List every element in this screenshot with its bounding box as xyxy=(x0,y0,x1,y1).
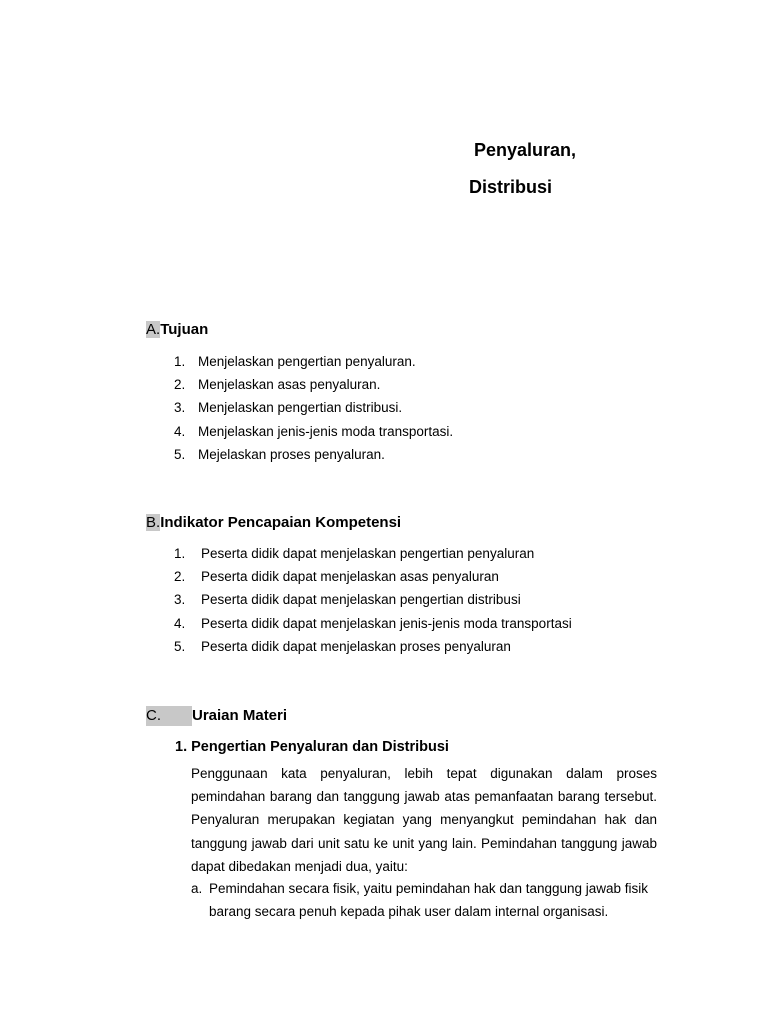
list-item-number: 3. xyxy=(174,400,186,416)
list-item-number: 5. xyxy=(174,638,186,654)
lettered-item-a xyxy=(191,877,657,923)
list-item-number: 5. xyxy=(174,446,186,462)
document-title-line-2: Distribusi xyxy=(469,177,553,197)
section-a-letter: A. xyxy=(146,321,161,338)
list-item-text: Peserta didik dapat menjelaskan asas penyaluran xyxy=(201,569,499,585)
section-c-heading xyxy=(146,706,287,726)
list-item-text: Menjelaskan jenis-jenis moda transportasi. xyxy=(198,423,454,439)
body-paragraph: Penggunaan kata penyaluran, lebih tepat digunakan dalam proses pemindahan barang dan tanggung jawab atas pemanfaatan barang tersebut. Penyaluran merupakan kegiatan yang menyangkut pemindahan hak dan tanggung jawab dari unit satu ke unit yang lain. Pemindahan tanggung jawab dapat dibedakan menjadi dua, yaitu: xyxy=(191,766,657,874)
lettered-item-marker: a. xyxy=(191,881,203,896)
list-item-text: Peserta didik dapat menjelaskan jenis-jenis moda transportasi xyxy=(201,615,572,631)
list-item-number: 4. xyxy=(174,615,186,631)
section-b-heading xyxy=(146,513,401,533)
section-b-letter: B. xyxy=(146,514,161,531)
lettered-item-text: Pemindahan secara fisik, yaitu pemindahan hak dan tanggung jawab fisik barang secara penuh kepada pihak user dalam internal organisasi. xyxy=(209,881,649,920)
section-c-letter: C. xyxy=(146,706,192,726)
section-c-title: Uraian Materi xyxy=(192,707,288,724)
subsection-heading: 1. Pengertian Penyaluran dan Distribusi xyxy=(175,739,449,755)
list-item-text: Peserta didik dapat menjelaskan proses penyaluran xyxy=(201,638,511,654)
list-item-number: 2. xyxy=(174,569,186,585)
document-title-line-1: Penyaluran, xyxy=(474,140,577,160)
list-item-text: Menjelaskan pengertian distribusi. xyxy=(198,400,403,416)
list-item-number: 2. xyxy=(174,377,186,393)
list-item-number: 4. xyxy=(174,423,186,439)
list-item-text: Mejelaskan proses penyaluran. xyxy=(198,446,385,462)
list-item-number: 1. xyxy=(174,354,186,369)
section-b-title: Indikator Pencapaian Kompetensi xyxy=(160,514,402,531)
list-item-text: Menjelaskan pengertian penyaluran. xyxy=(198,354,416,369)
list-item-number: 3. xyxy=(174,592,186,608)
list-item-text: Peserta didik dapat menjelaskan pengertian distribusi xyxy=(201,592,521,608)
list-item-number: 1. xyxy=(174,546,186,561)
list-item-text: Menjelaskan asas penyaluran. xyxy=(198,377,381,393)
section-a-title: Tujuan xyxy=(160,321,209,338)
list-item-text: Peserta didik dapat menjelaskan pengertian penyaluran xyxy=(201,546,535,561)
section-a-heading xyxy=(146,320,208,340)
